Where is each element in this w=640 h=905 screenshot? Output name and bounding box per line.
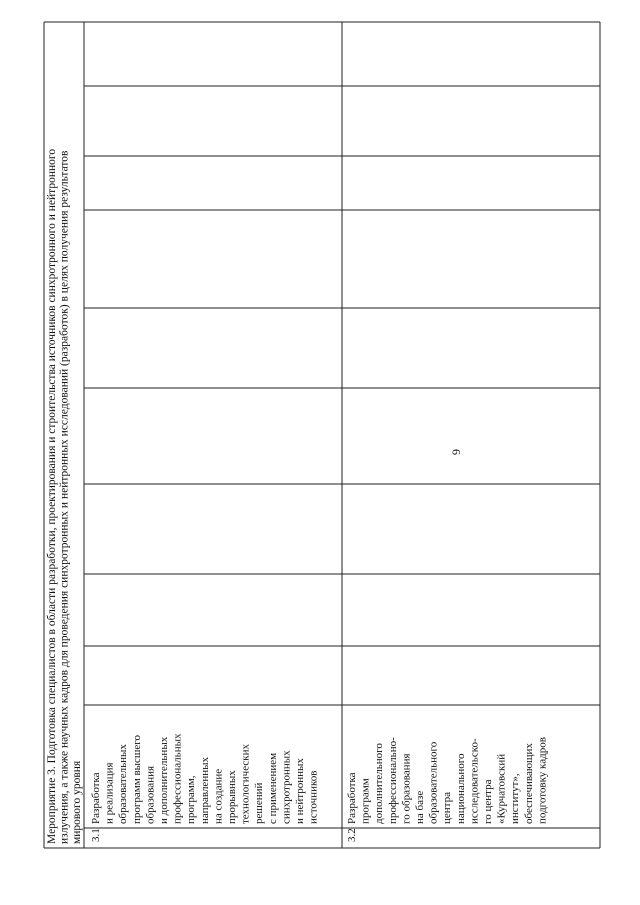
row-description-line: с применением	[266, 752, 279, 824]
row-description-line: «Курчатовский	[495, 753, 508, 824]
row-description-line: институт»,	[509, 773, 522, 824]
row-description-line: прорывных	[226, 770, 238, 824]
row-number: 3.2	[346, 828, 358, 842]
heading-line-rotated: излучения, а также научных кадров для проведения синхротронных и нейтронных исследований (разработок) в целях получения результатов	[58, 150, 71, 844]
row-description-line: программ	[359, 778, 372, 824]
row-description-line: обеспечивающих	[522, 743, 535, 824]
row-description-line: образования	[144, 765, 157, 824]
row-description-line: и дополнительных	[158, 736, 170, 824]
row-description-line: технологических	[239, 744, 252, 824]
row-number: 3.1	[90, 828, 102, 842]
row-description-line: программ,	[185, 775, 198, 824]
heading-line-rotated: Мероприятие 3. Подготовка специалистов в области разработки, проектирования и строительства источников синхротронного и нейтронного	[46, 148, 58, 844]
row-description-line: синхротронных	[280, 750, 293, 824]
row-description-line: решений	[253, 782, 266, 824]
row-description-line: го образования	[400, 753, 413, 824]
row-description-line: подготовку кадров	[536, 737, 549, 824]
row-description-line: и нейтронных	[294, 758, 306, 824]
row-description-line: национального	[454, 753, 467, 824]
row-description-line: Разработка	[346, 772, 358, 824]
row-description-line: и реализация	[103, 762, 116, 824]
row-description-line: на создание	[212, 768, 225, 824]
row-description-line: образовательных	[117, 744, 130, 824]
row-description-line: программ высшего	[130, 734, 143, 824]
row-description-line: образовательного	[427, 741, 440, 824]
row-description-line: профессиональных	[171, 733, 184, 824]
heading-line-rotated: мирового уровня	[71, 760, 83, 844]
row-description-line: Разработка	[90, 772, 102, 824]
row-description-line: дополнительного	[373, 743, 386, 824]
row-description-line: направленных	[198, 757, 211, 824]
row-description-line: исследовательско-	[468, 738, 481, 824]
row-description-line: го центра	[482, 779, 494, 824]
row-description-line: на базе	[414, 790, 426, 824]
row-description-line: профессионально-	[386, 737, 399, 824]
page-number: 6	[449, 449, 464, 455]
row-description-line: источников	[307, 770, 320, 824]
row-description-line: центра	[441, 792, 454, 824]
